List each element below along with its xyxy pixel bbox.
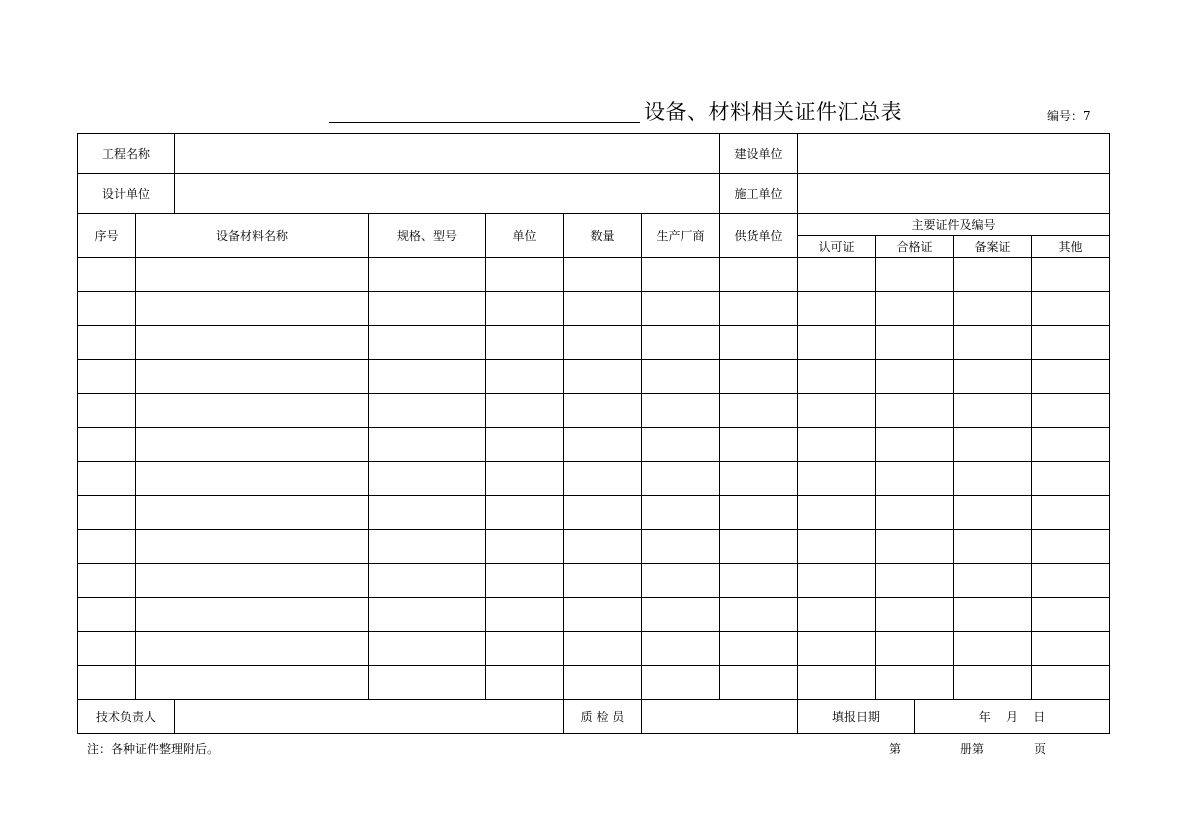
cell-name[interactable] <box>136 292 369 326</box>
table-row <box>78 326 1110 360</box>
cell-supplier[interactable] <box>720 530 798 564</box>
cell-cert-other[interactable] <box>1032 564 1110 598</box>
cell-spec[interactable] <box>369 598 486 632</box>
cell-seq[interactable] <box>78 530 136 564</box>
cell-supplier[interactable] <box>720 666 798 700</box>
cell-cert-qualified[interactable] <box>876 530 954 564</box>
cell-cert-approval[interactable] <box>798 428 876 462</box>
cell-seq[interactable] <box>78 462 136 496</box>
cell-supplier[interactable] <box>720 462 798 496</box>
project-name-label: 工程名称 <box>78 134 175 174</box>
cell-qty[interactable] <box>564 530 642 564</box>
cell-supplier[interactable] <box>720 564 798 598</box>
cell-supplier[interactable] <box>720 632 798 666</box>
summary-table <box>77 133 1110 734</box>
cell-qty[interactable] <box>564 496 642 530</box>
inspector-field[interactable] <box>642 700 798 734</box>
signature-row <box>78 700 1110 734</box>
cell-cert-filing[interactable] <box>954 598 1032 632</box>
cell-maker[interactable] <box>642 394 720 428</box>
cell-cert-filing[interactable] <box>954 258 1032 292</box>
cell-spec[interactable] <box>369 326 486 360</box>
cell-cert-other[interactable] <box>1032 496 1110 530</box>
cell-qty[interactable] <box>564 666 642 700</box>
cell-seq[interactable] <box>78 258 136 292</box>
cell-name[interactable] <box>136 632 369 666</box>
cell-spec[interactable] <box>369 462 486 496</box>
cell-cert-approval[interactable] <box>798 462 876 496</box>
cell-cert-approval[interactable] <box>798 394 876 428</box>
cell-unit[interactable] <box>486 564 564 598</box>
tech-lead-field[interactable] <box>175 700 564 734</box>
cell-supplier[interactable] <box>720 326 798 360</box>
cell-seq[interactable] <box>78 666 136 700</box>
cell-cert-other[interactable] <box>1032 360 1110 394</box>
header-certs-group: 主要证件及编号 <box>798 214 1110 236</box>
cell-cert-qualified[interactable] <box>876 360 954 394</box>
cell-spec[interactable] <box>369 496 486 530</box>
cell-supplier[interactable] <box>720 428 798 462</box>
cell-cert-approval[interactable] <box>798 292 876 326</box>
cell-cert-qualified[interactable] <box>876 326 954 360</box>
cell-maker[interactable] <box>642 292 720 326</box>
cell-seq[interactable] <box>78 632 136 666</box>
cell-name[interactable] <box>136 496 369 530</box>
cell-cert-filing[interactable] <box>954 428 1032 462</box>
cell-name[interactable] <box>136 530 369 564</box>
cell-seq[interactable] <box>78 360 136 394</box>
cell-cert-other[interactable] <box>1032 666 1110 700</box>
cell-cert-approval[interactable] <box>798 564 876 598</box>
table-row <box>78 360 1110 394</box>
cell-unit[interactable] <box>486 394 564 428</box>
info-row-1 <box>78 134 1110 174</box>
cell-qty[interactable] <box>564 598 642 632</box>
year-label: 年 <box>978 710 991 724</box>
cell-cert-filing[interactable] <box>954 530 1032 564</box>
project-name-field[interactable] <box>175 134 720 174</box>
cell-maker[interactable] <box>642 666 720 700</box>
page-ref-page-suffix: 页 <box>1034 742 1047 756</box>
cell-maker[interactable] <box>642 462 720 496</box>
cell-cert-other[interactable] <box>1032 258 1110 292</box>
cell-name[interactable] <box>136 462 369 496</box>
header-cert-approval: 认可证 <box>798 236 876 258</box>
cell-seq[interactable] <box>78 598 136 632</box>
cell-cert-approval[interactable] <box>798 496 876 530</box>
cell-spec[interactable] <box>369 394 486 428</box>
cell-cert-other[interactable] <box>1032 326 1110 360</box>
cell-cert-qualified[interactable] <box>876 292 954 326</box>
info-row-2 <box>78 174 1110 214</box>
cell-unit[interactable] <box>486 496 564 530</box>
cell-cert-other[interactable] <box>1032 428 1110 462</box>
cell-cert-filing[interactable] <box>954 326 1032 360</box>
cell-cert-other[interactable] <box>1032 632 1110 666</box>
cell-supplier[interactable] <box>720 598 798 632</box>
fill-date-label: 填报日期 <box>798 700 915 734</box>
cell-cert-qualified[interactable] <box>876 564 954 598</box>
cell-spec[interactable] <box>369 258 486 292</box>
header-seq: 序号 <box>78 214 136 258</box>
serial-value: 7 <box>1083 109 1091 123</box>
cell-qty[interactable] <box>564 632 642 666</box>
cell-supplier[interactable] <box>720 360 798 394</box>
cell-supplier[interactable] <box>720 496 798 530</box>
table-row <box>78 496 1110 530</box>
cell-qty[interactable] <box>564 326 642 360</box>
cell-maker[interactable] <box>642 496 720 530</box>
table-row <box>78 564 1110 598</box>
header-cert-filing: 备案证 <box>954 236 1032 258</box>
cell-cert-qualified[interactable] <box>876 258 954 292</box>
cell-cert-filing[interactable] <box>954 666 1032 700</box>
cell-maker[interactable] <box>642 360 720 394</box>
cell-seq[interactable] <box>78 564 136 598</box>
footnote: 注：各种证件整理附后。 <box>87 742 220 756</box>
cell-cert-qualified[interactable] <box>876 598 954 632</box>
cell-unit[interactable] <box>486 292 564 326</box>
cell-cert-filing[interactable] <box>954 632 1032 666</box>
cell-cert-filing[interactable] <box>954 292 1032 326</box>
cell-cert-approval[interactable] <box>798 598 876 632</box>
cell-unit[interactable] <box>486 360 564 394</box>
cell-maker[interactable] <box>642 632 720 666</box>
cell-cert-filing[interactable] <box>954 360 1032 394</box>
cell-cert-qualified[interactable] <box>876 666 954 700</box>
table-row <box>78 462 1110 496</box>
cell-unit[interactable] <box>486 666 564 700</box>
cell-maker[interactable] <box>642 428 720 462</box>
cell-cert-other[interactable] <box>1032 292 1110 326</box>
design-unit-label: 设计单位 <box>78 174 175 214</box>
header-cert-other: 其他 <box>1032 236 1110 258</box>
serial-number <box>1047 107 1091 124</box>
cell-seq[interactable] <box>78 326 136 360</box>
cell-supplier[interactable] <box>720 292 798 326</box>
cell-cert-qualified[interactable] <box>876 496 954 530</box>
cell-cert-qualified[interactable] <box>876 462 954 496</box>
cell-qty[interactable] <box>564 360 642 394</box>
cell-cert-filing[interactable] <box>954 462 1032 496</box>
page-ref-volume-page: 册第 <box>960 742 985 756</box>
cell-cert-other[interactable] <box>1032 462 1110 496</box>
cell-name[interactable] <box>136 360 369 394</box>
cell-maker[interactable] <box>642 258 720 292</box>
cell-seq[interactable] <box>78 292 136 326</box>
cell-unit[interactable] <box>486 462 564 496</box>
form-title: 设备、材料相关证件汇总表 <box>644 100 902 124</box>
cell-spec[interactable] <box>369 360 486 394</box>
cell-qty[interactable] <box>564 292 642 326</box>
header-maker: 生产厂商 <box>642 214 720 258</box>
cell-cert-approval[interactable] <box>798 258 876 292</box>
cell-name[interactable] <box>136 326 369 360</box>
header-unit: 单位 <box>486 214 564 258</box>
cell-cert-other[interactable] <box>1032 394 1110 428</box>
cell-spec[interactable] <box>369 666 486 700</box>
cell-unit[interactable] <box>486 326 564 360</box>
cell-spec[interactable] <box>369 632 486 666</box>
cell-cert-approval[interactable] <box>798 530 876 564</box>
fill-date-field[interactable] <box>915 700 1110 734</box>
header-cert-qualified: 合格证 <box>876 236 954 258</box>
cell-name[interactable] <box>136 428 369 462</box>
day-label: 日 <box>1033 710 1046 724</box>
cell-cert-other[interactable] <box>1032 530 1110 564</box>
tech-lead-label: 技术负责人 <box>78 700 175 734</box>
construction-unit-field[interactable] <box>798 134 1110 174</box>
header-spec: 规格、型号 <box>369 214 486 258</box>
cell-unit[interactable] <box>486 530 564 564</box>
cell-cert-filing[interactable] <box>954 496 1032 530</box>
cell-spec[interactable] <box>369 564 486 598</box>
cell-unit[interactable] <box>486 428 564 462</box>
cell-qty[interactable] <box>564 564 642 598</box>
cell-supplier[interactable] <box>720 394 798 428</box>
cell-name[interactable] <box>136 666 369 700</box>
cell-seq[interactable] <box>78 428 136 462</box>
table-row <box>78 292 1110 326</box>
cell-cert-qualified[interactable] <box>876 428 954 462</box>
cell-maker[interactable] <box>642 326 720 360</box>
title-blank-line <box>329 122 640 123</box>
header-name: 设备材料名称 <box>136 214 369 258</box>
serial-label: 编号： <box>1047 109 1084 123</box>
month-label: 月 <box>1005 710 1018 724</box>
page-ref-volume-prefix: 第 <box>889 742 902 756</box>
column-header-row <box>78 214 1110 236</box>
cell-spec[interactable] <box>369 428 486 462</box>
header-supplier: 供货单位 <box>720 214 798 258</box>
table-row <box>78 394 1110 428</box>
cell-spec[interactable] <box>369 530 486 564</box>
cell-supplier[interactable] <box>720 258 798 292</box>
header-qty: 数量 <box>564 214 642 258</box>
cell-maker[interactable] <box>642 564 720 598</box>
cell-cert-filing[interactable] <box>954 394 1032 428</box>
cell-unit[interactable] <box>486 258 564 292</box>
cell-qty[interactable] <box>564 394 642 428</box>
cell-cert-qualified[interactable] <box>876 394 954 428</box>
cell-maker[interactable] <box>642 530 720 564</box>
inspector-label: 质 检 员 <box>564 700 642 734</box>
contractor-label: 施工单位 <box>720 174 798 214</box>
table-row <box>78 530 1110 564</box>
data-rows <box>78 258 1110 700</box>
cell-name[interactable] <box>136 258 369 292</box>
cell-unit[interactable] <box>486 632 564 666</box>
table-row <box>78 666 1110 700</box>
cell-cert-qualified[interactable] <box>876 632 954 666</box>
table-row <box>78 598 1110 632</box>
cell-name[interactable] <box>136 564 369 598</box>
cell-spec[interactable] <box>369 292 486 326</box>
cell-name[interactable] <box>136 394 369 428</box>
cell-cert-other[interactable] <box>1032 598 1110 632</box>
cell-cert-approval[interactable] <box>798 326 876 360</box>
cell-seq[interactable] <box>78 496 136 530</box>
table-row <box>78 632 1110 666</box>
cell-qty[interactable] <box>564 428 642 462</box>
cell-cert-approval[interactable] <box>798 666 876 700</box>
cell-cert-filing[interactable] <box>954 564 1032 598</box>
design-unit-field[interactable] <box>175 174 720 214</box>
cell-cert-approval[interactable] <box>798 360 876 394</box>
cell-qty[interactable] <box>564 258 642 292</box>
cell-name[interactable] <box>136 598 369 632</box>
construction-unit-label: 建设单位 <box>720 134 798 174</box>
cell-maker[interactable] <box>642 598 720 632</box>
table-row <box>78 428 1110 462</box>
cell-qty[interactable] <box>564 462 642 496</box>
table-row <box>78 258 1110 292</box>
cell-cert-approval[interactable] <box>798 632 876 666</box>
cell-seq[interactable] <box>78 394 136 428</box>
cell-unit[interactable] <box>486 598 564 632</box>
contractor-field[interactable] <box>798 174 1110 214</box>
